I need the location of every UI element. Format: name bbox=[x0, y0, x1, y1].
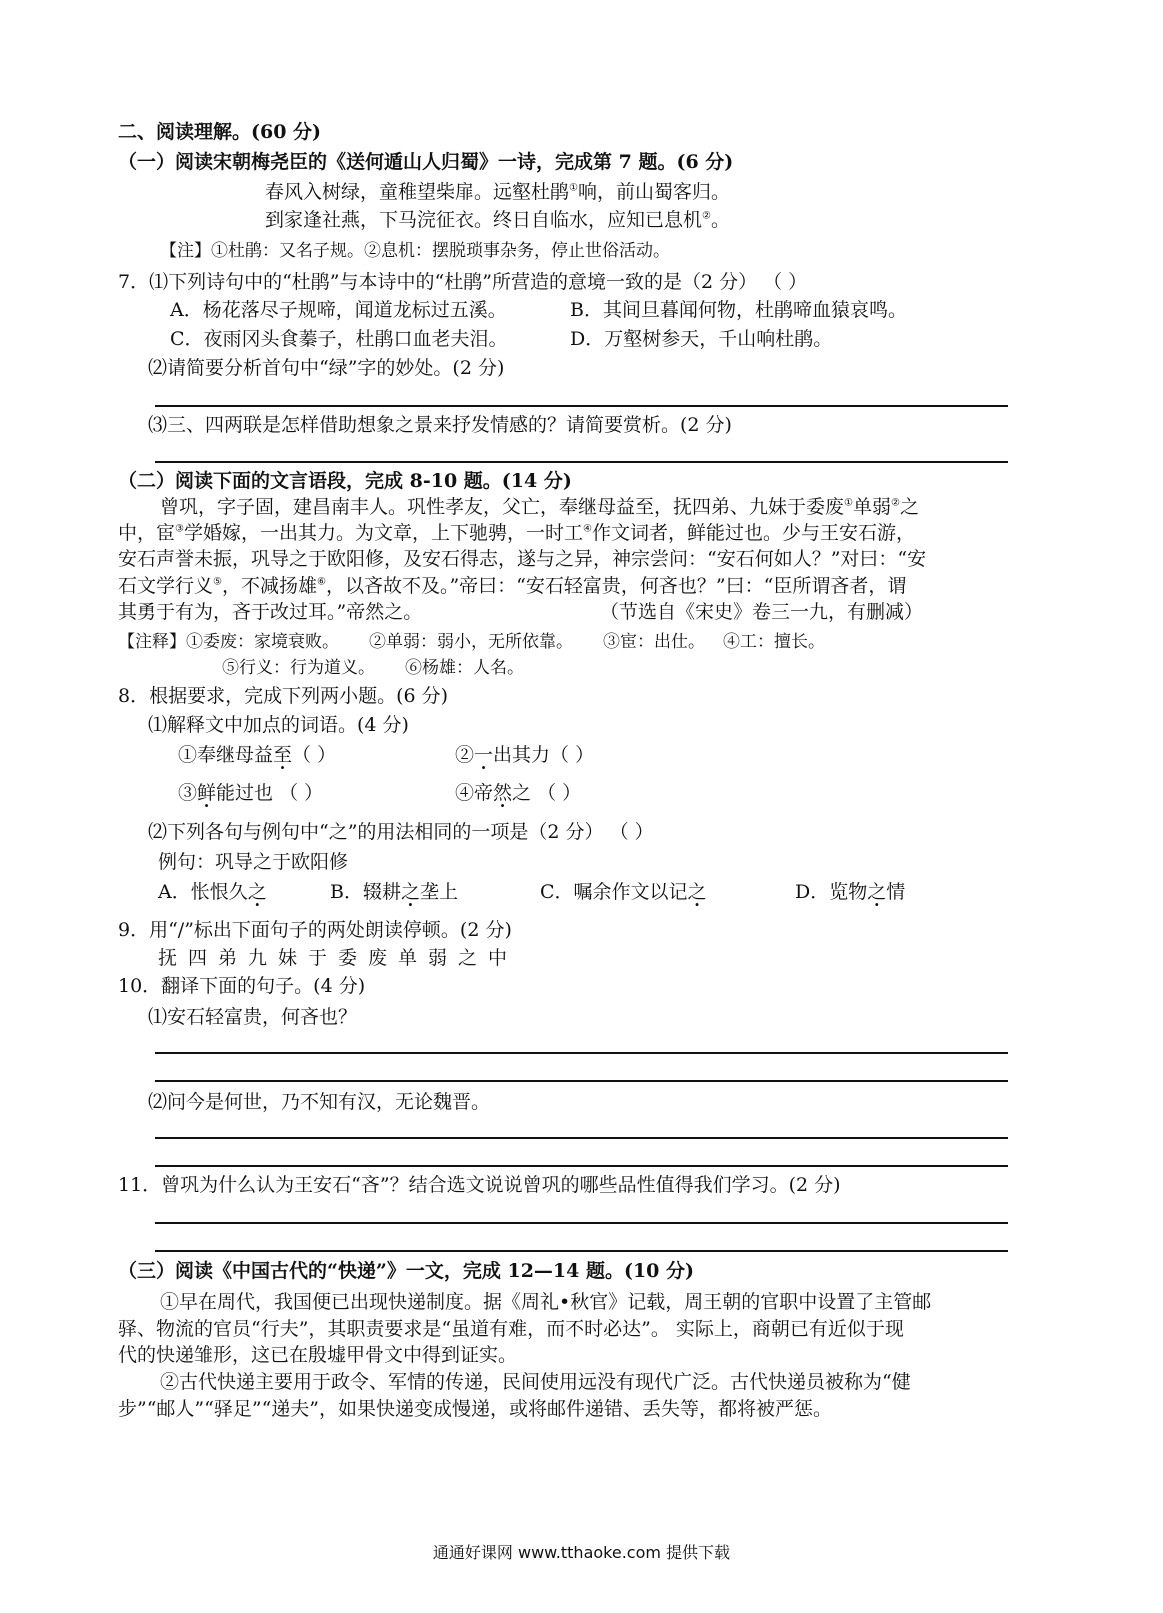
answer-line[interactable] bbox=[155, 1165, 1008, 1167]
q8-option-b: B．辍耕之垄上 bbox=[330, 881, 458, 903]
q8-sub-2: ⑵下列各句与例句中“之”的用法相同的一项是（2 分） （ ） bbox=[148, 821, 654, 843]
answer-line[interactable] bbox=[155, 1222, 1008, 1224]
q7-sub-3: ⑶三、四两联是怎样借助想象之景来抒发情感的？请简要赏析。(2 分) bbox=[148, 414, 732, 436]
q10-stem: 10．翻译下面的句子。(4 分) bbox=[118, 975, 366, 997]
page-footer: 通通好课网 www.tthaoke.com 提供下载 bbox=[432, 1543, 731, 1562]
q8-sub-1: ⑴解释文中加点的词语。(4 分) bbox=[148, 714, 409, 736]
q10-sub-1: ⑴安石轻富贵，何吝也？ bbox=[148, 1006, 358, 1028]
passage-3-para-2-line-1: ②古代快递主要用于政令、军情的传递，民间使用远没有现代广泛。古代快递员被称为“健 bbox=[160, 1371, 911, 1393]
footnote-mark-1: ① bbox=[569, 182, 578, 194]
answer-line[interactable] bbox=[155, 461, 1008, 463]
q9-stem: 9．用“/”标出下面句子的两处朗读停顿。(2 分) bbox=[118, 919, 512, 941]
q8-option-c: C．嘱余作文以记之 bbox=[540, 881, 707, 903]
passage-2-title: （二）阅读下面的文言语段，完成 8-10 题。(14 分) bbox=[118, 470, 572, 492]
q7-option-a: A．杨花落尽子规啼，闻道龙标过五溪。 bbox=[170, 299, 507, 321]
footnote-mark-2: ② bbox=[702, 210, 711, 222]
q7-option-d: D．万壑树参天，千山响杜鹃。 bbox=[570, 328, 833, 350]
q8-example: 例句：巩导之于欧阳修 bbox=[158, 851, 349, 873]
q7-sub-2: ⑵请简要分析首句中“绿”字的妙处。(2 分) bbox=[148, 357, 505, 379]
passage-3-title: （三）阅读《中国古代的“快递”》一文，完成 12—14 题。(10 分) bbox=[118, 1260, 695, 1282]
q11-stem: 11．曾巩为什么认为王安石“吝”？结合选文说说曾巩的哪些品性值得我们学习。(2 分) bbox=[118, 1174, 841, 1196]
q8-word-1: ①奉继母益至（ ） bbox=[178, 744, 337, 766]
passage-3-para-1-line-1: ①早在周代，我国便已出现快递制度。据《周礼•秋官》记载，周王朝的官职中设置了主管邮 bbox=[160, 1291, 932, 1313]
q7-stem: 7．⑴下列诗句中的“杜鹃”与本诗中的“杜鹃”所营造的意境一致的是（2 分） （ ） bbox=[118, 271, 808, 293]
poem-line-2: 到家逢社燕，下马浣征衣。终日自临水，应知已息机②。 bbox=[265, 209, 730, 231]
answer-line[interactable] bbox=[155, 405, 1008, 407]
passage-2-line-5: 其勇于有为，吝于改过耳。”帝然之。 bbox=[118, 601, 423, 623]
q8-option-d: D．览物之情 bbox=[795, 881, 906, 903]
passage-3-para-1-line-2: 驿、物流的官员“行夫”，其职责要求是“虽道有难，而不时必达”。 实际上，商朝已有近似于现 bbox=[118, 1318, 904, 1340]
q7-option-b: B．其间旦暮闻何物，杜鹃啼血猿哀鸣。 bbox=[570, 299, 907, 321]
passage-2-source: （节选自《宋史》卷三一九，有删减） bbox=[600, 601, 924, 623]
answer-line[interactable] bbox=[155, 1250, 1008, 1252]
q9-sentence[interactable]: 抚四弟九妹于委废单弱之中 bbox=[158, 947, 519, 969]
q10-sub-2: ⑵问今是何世，乃不知有汉，无论魏晋。 bbox=[148, 1091, 491, 1113]
q7-option-c: C．夜雨冈头食蓁子，杜鹃口血老夫泪。 bbox=[170, 328, 508, 350]
passage-2-notes-row-1: 【注释】①委废：家境衰败。 ②单弱：弱小，无所依靠。 ③宦：出仕。 ④工：擅长。 bbox=[118, 632, 825, 652]
q8-option-a: A．怅恨久之 bbox=[158, 881, 267, 903]
answer-line[interactable] bbox=[155, 1052, 1008, 1054]
q8-word-4: ④帝然之 （ ） bbox=[455, 782, 582, 804]
poem-line-1: 春风入树绿，童稚望柴扉。远壑杜鹃①响，前山蜀客归。 bbox=[265, 181, 730, 203]
passage-1-title: （一）阅读宋朝梅尧臣的《送何遁山人归蜀》一诗，完成第 7 题。(6 分) bbox=[118, 151, 734, 173]
answer-line[interactable] bbox=[155, 1137, 1008, 1139]
passage-2-line-1: 曾巩，字子固，建昌南丰人。巩性孝友，父亡，奉继母益至，抚四弟、九妹于委废①单弱②之 bbox=[160, 496, 919, 518]
answer-line[interactable] bbox=[155, 1080, 1008, 1082]
q8-stem: 8．根据要求，完成下列两小题。(6 分) bbox=[118, 685, 449, 707]
passage-2-line-4: 石文学行义⑤，不减扬雄⑥，以吝故不及。”帝曰：“安石轻富贵，何吝也？”曰：“臣所谓吝者，谓 bbox=[118, 575, 907, 597]
q8-word-2: ②一出其力（ ） bbox=[455, 744, 595, 766]
passage-2-line-2: 中，宦③学婚嫁，一出其力。为文章，上下驰骋，一时工④作文词者，鲜能过也。少与王安石游， bbox=[118, 522, 915, 544]
passage-2-line-3: 安石声誉未振，巩导之于欧阳修，及安石得志，遂与之异，神宗尝问：“安石何如人？”对曰：“安 bbox=[118, 548, 927, 570]
passage-2-notes-row-2: ⑤行义：行为道义。 ⑥杨雄：人名。 bbox=[222, 658, 524, 678]
poem-note: 【注】①杜鹃：又名子规。②息机：摆脱琐事杂务，停止世俗活动。 bbox=[160, 241, 670, 261]
passage-3-para-2-line-2: 步”“邮人”“驿足”“递夫”，如果快递变成慢递，或将邮件递错、丢失等，都将被严惩。 bbox=[118, 1398, 832, 1420]
q8-word-3: ③鲜能过也 （ ） bbox=[178, 782, 324, 804]
passage-3-para-1-line-3: 代的快递雏形，这已在殷墟甲骨文中得到证实。 bbox=[118, 1344, 518, 1366]
section-heading: 二、阅读理解。(60 分) bbox=[118, 121, 322, 143]
